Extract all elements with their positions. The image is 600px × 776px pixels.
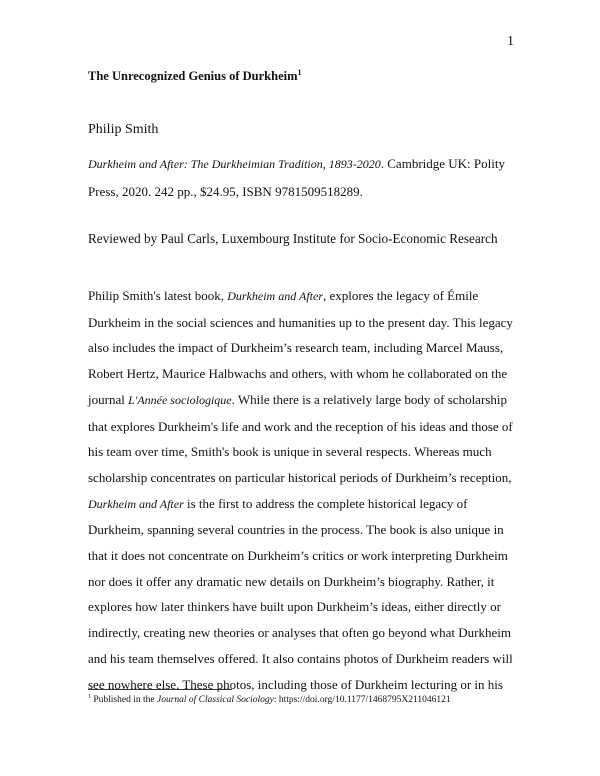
page-number: 1 bbox=[507, 34, 514, 49]
reviewer-line: Reviewed by Paul Carls, Luxembourg Institute for Socio-Economic Research bbox=[88, 231, 498, 246]
footnote-marker: 1 bbox=[88, 694, 91, 700]
body-book-title-1: Durkheim and After bbox=[227, 289, 323, 303]
author-name: Philip Smith bbox=[88, 122, 159, 137]
title-footnote-marker[interactable]: 1 bbox=[297, 68, 302, 77]
body-seg-7: is the first to address the complete historical legacy of Durkheim, spanning several countries in the process. The book is also unique in that it does not concentrate on Durkheim’s critics or work interpreting Durkheim nor does it offer any dramatic new details on Durkheim’s biography. Rather, it explores how later thinkers have built upon Durkheim’s ideas, either directly or indirectly, creating new theories or analyses that often go beyond what Durkheim and his team themselves offered. It also contains photos of Durkheim readers will see nowhere else. These photos, including those of Durkheim lecturing or in his bbox=[88, 495, 513, 692]
article-title bbox=[88, 68, 302, 84]
body-seg-3: , explores the legacy of Émile Durkheim in the social sciences and humanities up to the present day. This legacy also includes the impact of Durkheim’s research team, including Marcel Mauss, Robert Hertz, Maurice Halbwachs and others, with whom he collaborated on the journal bbox=[88, 288, 513, 407]
footnote-journal: Journal of Classical Sociology bbox=[156, 695, 274, 706]
title-text: The Unrecognized Genius of Durkheim bbox=[88, 69, 298, 84]
footnote-prefix: Published in the bbox=[91, 695, 157, 706]
footnote-doi[interactable]: : https://doi.org/10.1177/1468795X211046121 bbox=[273, 695, 451, 706]
body-journal-title: L'Année sociologique bbox=[128, 392, 232, 407]
body-seg-5: . While there is a relatively large body of scholarship that explores Durkheim's life and work and the reception of his ideas and those of his team over time, Smith's book is unique in several respects. Whereas much scholarship concentrates on particular historical periods of Durkheim’s reception, bbox=[88, 391, 513, 485]
body-text bbox=[88, 283, 518, 697]
body-seg-1: Philip Smith's latest book, bbox=[88, 288, 228, 303]
footnote bbox=[88, 694, 451, 705]
citation-details: . Cambridge UK: Polity Press, 2020. 242 pp., $24.95, ISBN 9781509518289. bbox=[88, 156, 505, 199]
footnote-separator bbox=[88, 689, 232, 690]
body-paragraph bbox=[88, 283, 518, 697]
book-title: Durkheim and After: The Durkheimian Tradition, 1893-2020 bbox=[88, 157, 381, 171]
body-book-title-2: Durkheim and After bbox=[88, 496, 184, 511]
book-citation bbox=[88, 150, 528, 206]
